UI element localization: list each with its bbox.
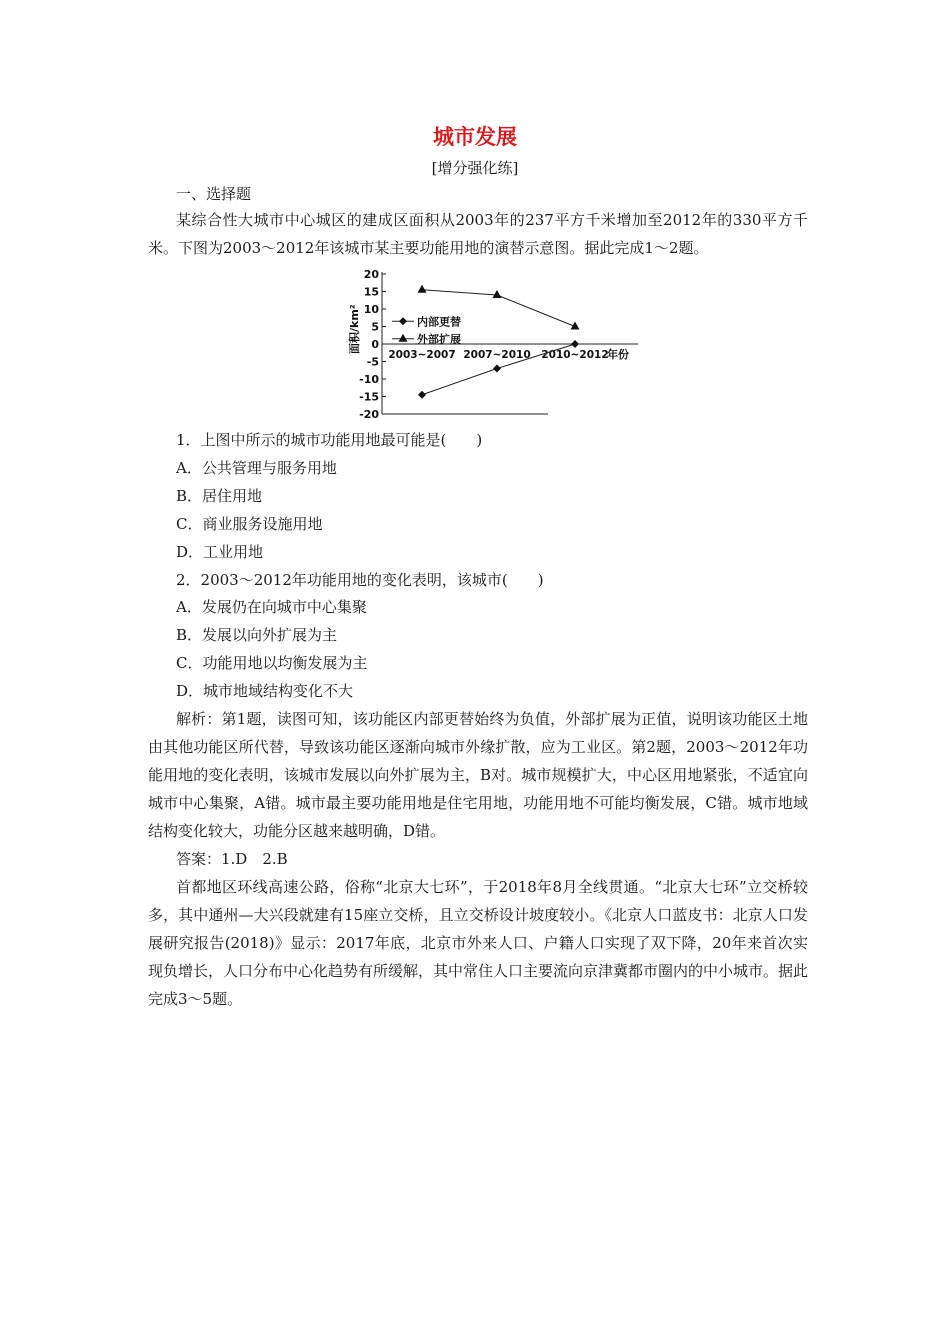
question-1-option-c: C．商业服务设施用地 xyxy=(176,515,323,533)
y-tick-label: 5 xyxy=(371,320,379,334)
analysis-paragraph: 解析：第1题，读图可知，该功能区内部更替始终为负值，外部扩展为正值，说明该功能区土地由其他功能区所代替，导致该功能区逐渐向城市外缘扩散，应为工业区。第2题，2003～2012年功能用地的变化表明，该城市发展以向外扩展为主，B对。城市规模扩大，中心区用地紧张，不适宜向城市中心集聚，A错。城市最主要功能用地是住宅用地，功能用地不可能均衡发展，C错。城市地域结构变化较大，功能分区越来越明确，D错。 xyxy=(148,710,808,840)
y-tick-label: 10 xyxy=(363,303,379,316)
data-point-diamond xyxy=(571,340,579,348)
question-2-option-b: B．发展以向外扩展为主 xyxy=(176,626,338,644)
section-heading: 一、选择题 xyxy=(176,185,252,203)
y-axis-label: 面积/km² xyxy=(348,304,361,354)
question-2-option-c: C．功能用地以均衡发展为主 xyxy=(176,654,368,672)
legend-marker-triangle xyxy=(399,334,408,342)
legend-label-internal: 内部更替 xyxy=(417,315,461,329)
page-subtitle: [增分强化练] xyxy=(431,159,519,177)
line-chart xyxy=(340,264,640,424)
question-1-option-d: D．工业用地 xyxy=(176,543,264,561)
question-1-stem: 1．上图中所示的城市功能用地最可能是( ) xyxy=(176,431,483,449)
data-point-diamond xyxy=(418,391,426,399)
data-point-triangle xyxy=(418,285,427,293)
chart-plot-area xyxy=(347,268,638,421)
x-category-label: 2010~2012 xyxy=(541,349,609,361)
y-tick-label: 0 xyxy=(371,338,379,351)
legend-marker-diamond xyxy=(399,317,407,325)
y-tick-label: -5 xyxy=(366,355,379,369)
x-category-label: 2007~2010 xyxy=(463,349,531,361)
y-tick-label: 20 xyxy=(363,268,379,281)
y-tick-label: -15 xyxy=(359,390,379,404)
data-point-diamond xyxy=(493,365,501,373)
legend-label-external: 外部扩展 xyxy=(417,332,461,346)
intro-paragraph-1: 某综合性大城市中心城区的建成区面积从2003年的237平方千米增加至2012年的330平方千米。下图为2003～2012年该城市某主要功能用地的演替示意图。据此完成1～2题。 xyxy=(148,211,808,257)
data-point-triangle xyxy=(493,290,502,298)
x-category-label: 2003~2007 xyxy=(388,349,456,361)
x-axis-label: 年份 xyxy=(607,348,629,361)
y-tick-label: 15 xyxy=(363,285,379,299)
question-1-option-a: A．公共管理与服务用地 xyxy=(176,459,337,477)
question-2-option-a: A．发展仍在向城市中心集聚 xyxy=(176,598,367,616)
y-tick-label: -10 xyxy=(359,373,379,386)
y-tick-label: -20 xyxy=(359,408,379,421)
answer-line: 答案：1.D 2.B xyxy=(176,850,288,868)
intro-paragraph-2: 首都地区环线高速公路，俗称“北京大七环”，于2018年8月全线贯通。“北京大七环”立交桥较多，其中通州—大兴段就建有15座立交桥，且立交桥设计坡度较小。《北京人口蓝皮书：北京人口发展研究报告(2018)》显示：2017年底，北京市外来人口、户籍人口实现了双下降，20年来首次实现负增长，人口分布中心化趋势有所缓解，其中常住人口主要流向京津冀都市圈内的中小城市。据此完成3～5题。 xyxy=(148,878,809,1008)
question-2-option-d: D．城市地域结构变化不大 xyxy=(176,682,354,700)
question-1-option-b: B．居住用地 xyxy=(176,487,263,505)
page-title: 城市发展 xyxy=(433,124,517,149)
question-2-stem: 2．2003～2012年功能用地的变化表明，该城市( ) xyxy=(176,571,544,589)
